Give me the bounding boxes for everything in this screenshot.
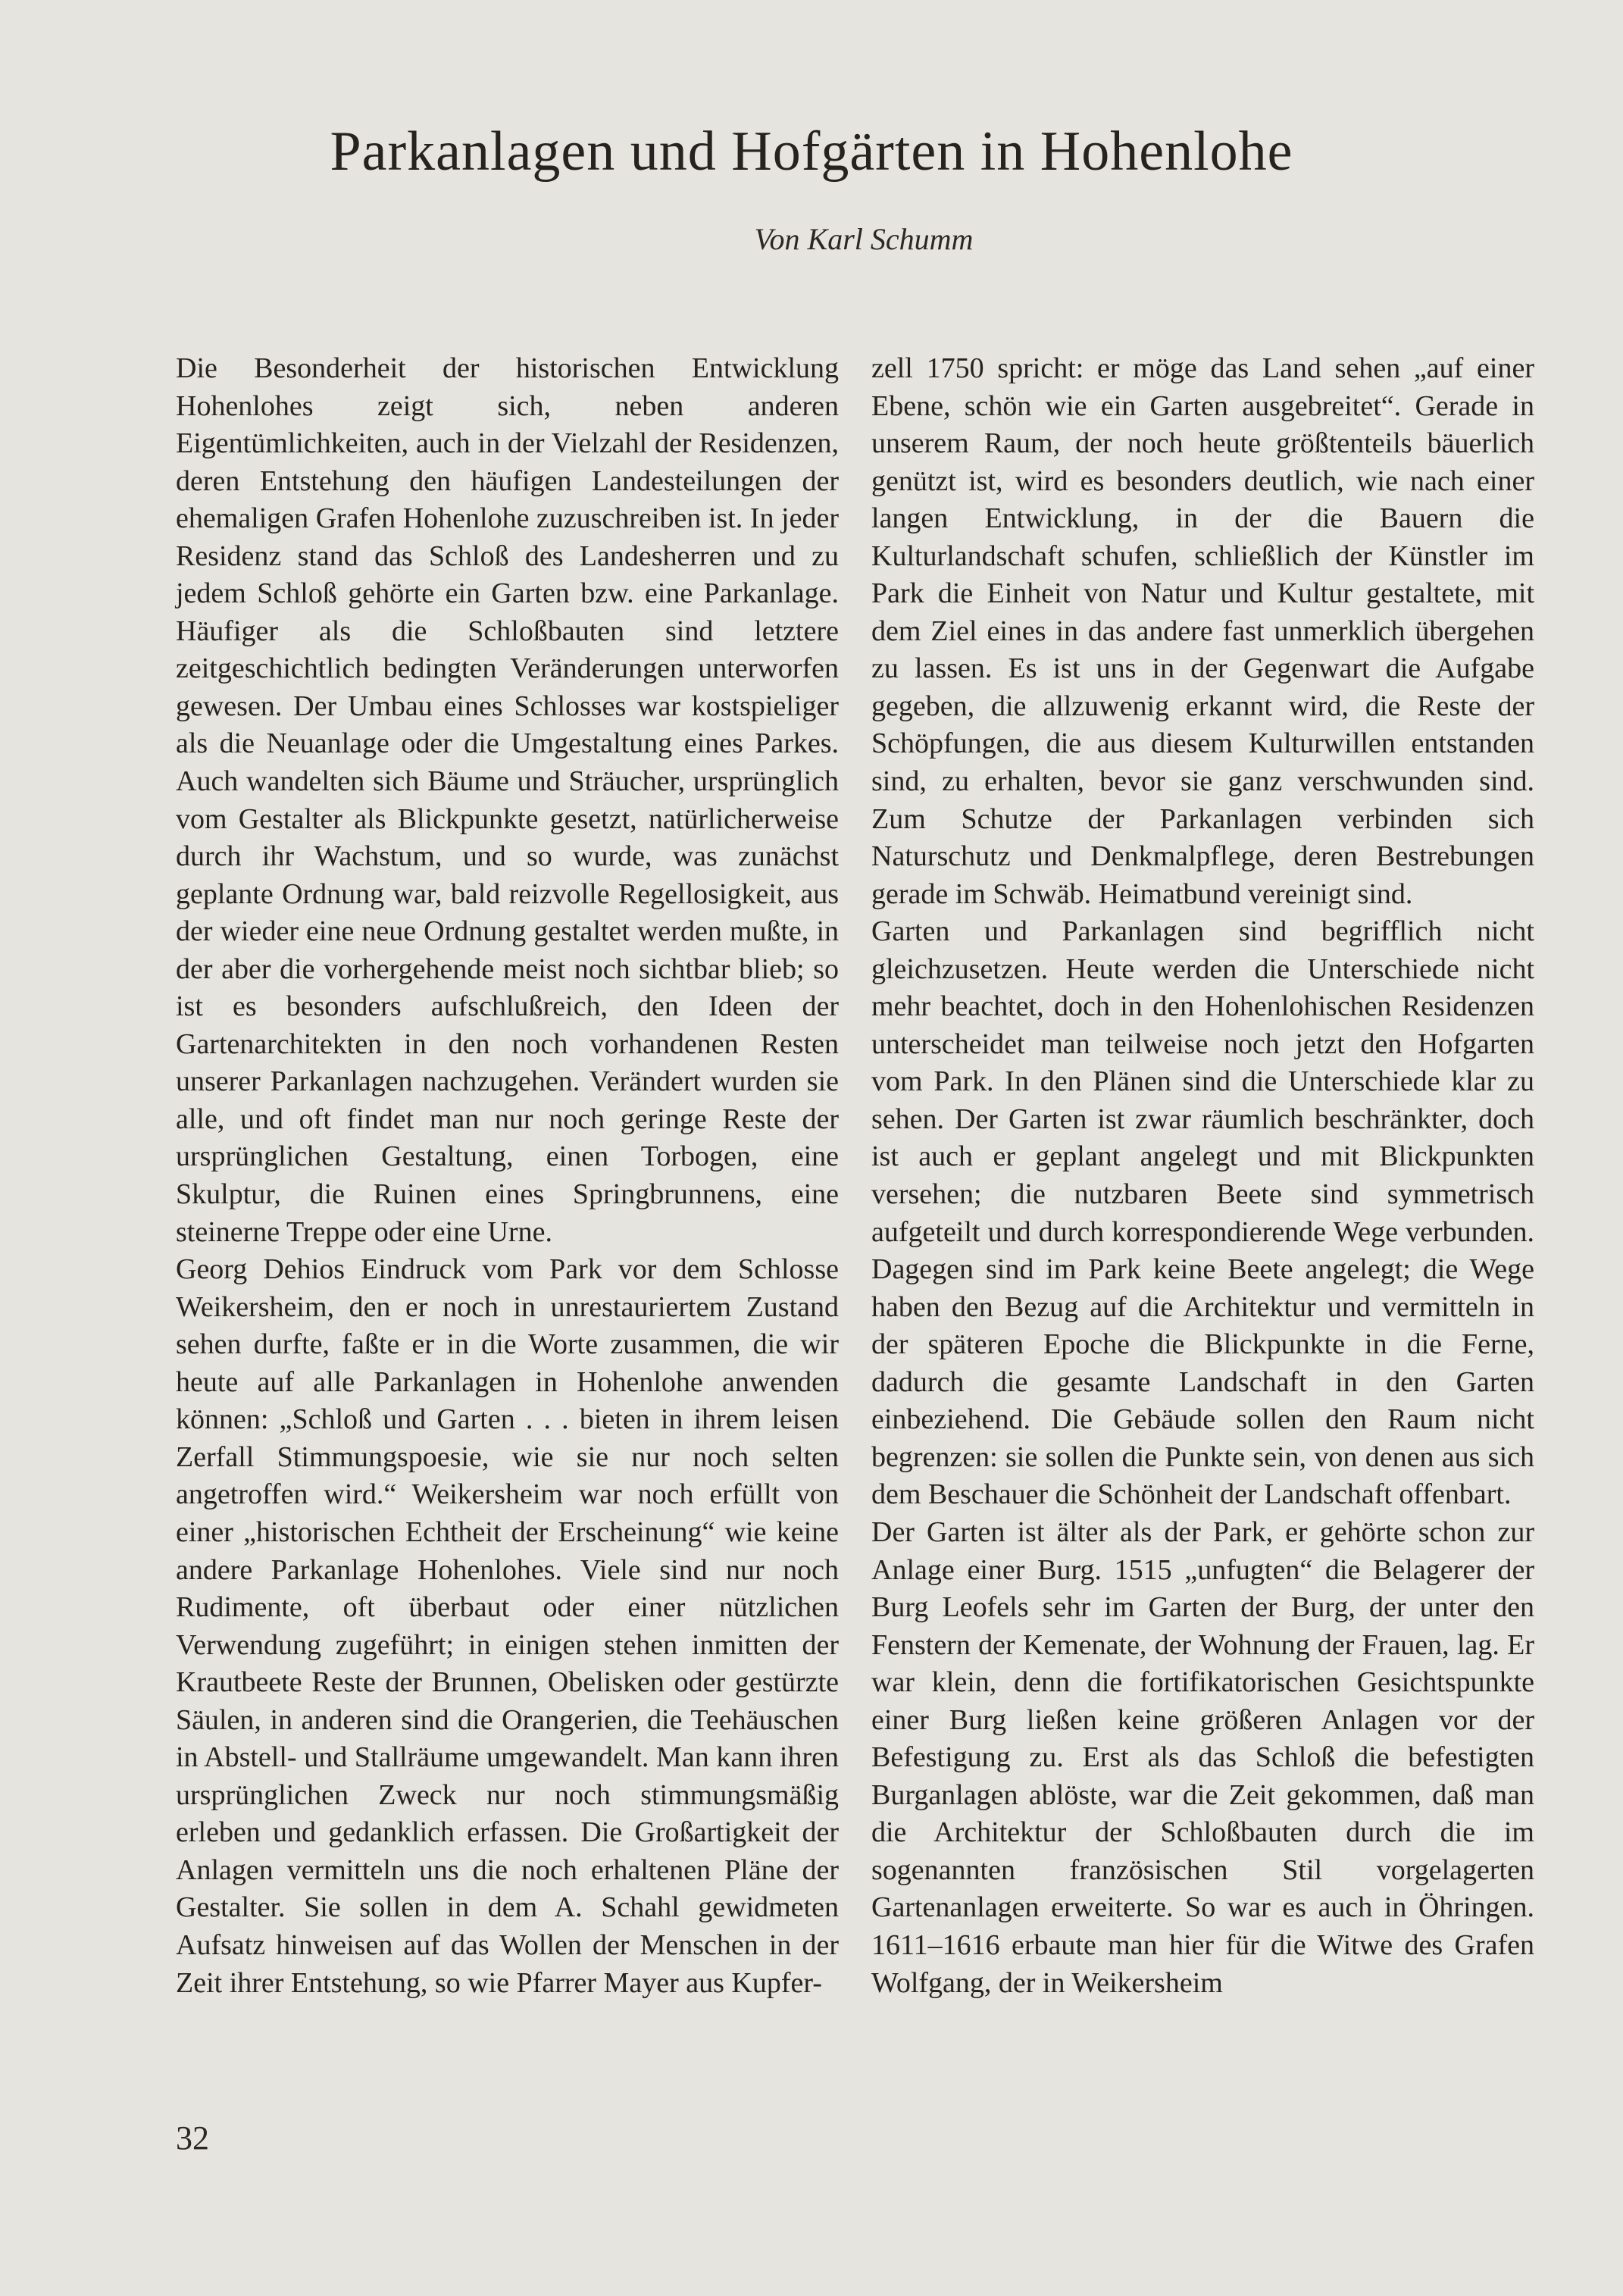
text-column-right bbox=[871, 350, 1534, 2002]
paragraph: zell 1750 spricht: er möge das Land sehen „auf einer Ebene, schön wie ein Garten ausgebreitet“. Gerade in unserem Raum, der noch heute größtenteils bäuerlich genützt ist, wird es besonders deutlich, wie nach einer langen Entwicklung, in der die Bauern die Kulturlandschaft schufen, schließlich der Künstler im Park die Einheit von Natur und Kultur gestaltete, mit dem Ziel eines in das andere fast unmerklich übergehen zu lassen. Es ist uns in der Gegenwart die Aufgabe gegeben, die allzuwenig erkannt wird, die Reste der Schöpfungen, die aus diesem Kulturwillen entstanden sind, zu erhalten, bevor sie ganz verschwunden sind. Zum Schutze der Parkanlagen verbinden sich Naturschutz und Denkmalpflege, deren Bestrebungen gerade im Schwäb. Heimatbund vereinigt sind. bbox=[871, 352, 1534, 910]
paragraph: Georg Dehios Eindruck vom Park vor dem Schlosse Weikersheim, den er noch in unrestauriertem Zustand sehen durfte, faßte er in die Worte zusammen, die wir heute auf alle Parkanlagen in Hohenlohe anwenden können: „Schloß und Garten . . . bieten in ihrem leisen Zerfall Stimmungspoesie, wie sie nur noch selten angetroffen wird.“ Weikersheim war noch erfüllt von einer „historischen Echtheit der Erscheinung“ wie keine andere Parkanlage Hohenlohes. Viele sind nur noch Rudimente, oft überbaut oder einer nützlichen Verwendung zugeführt; in einigen stehen inmitten der Krautbeete Reste der Brunnen, Obelisken oder gestürzte Säulen, in anderen sind die Orangerien, die Teehäuschen in Abstell- und Stallräume umgewandelt. Man kann ihren ursprünglichen Zweck nur noch stimmungsmäßig erleben und gedanklich erfassen. Die Großartigkeit der Anlagen vermitteln uns die noch erhaltenen Pläne der Gestalter. Sie sollen in dem A. Schahl gewidmeten Aufsatz hinweisen auf das Wollen der Menschen in der Zeit ihrer Entstehung, so wie Pfarrer Mayer aus Kupfer- bbox=[176, 1253, 839, 1999]
paragraph: Die Besonderheit der historischen Entwicklung Hohenlohes zeigt sich, neben anderen Eigentümlichkeiten, auch in der Vielzahl der Residenzen, deren Entstehung den häufigen Landesteilungen der ehemaligen Grafen Hohenlohe zuzuschreiben ist. In jeder Residenz stand das Schloß des Landesherren und zu jedem Schloß gehörte ein Garten bzw. eine Parkanlage. Häufiger als die Schloßbauten sind letztere zeitgeschichtlich bedingten Veränderungen unterworfen gewesen. Der Umbau eines Schlosses war kostspieliger als die Neuanlage oder die Umgestaltung eines Parkes. Auch wandelten sich Bäume und Sträucher, ursprünglich vom Gestalter als Blickpunkte gesetzt, natürlicherweise durch ihr Wachstum, und so wurde, was zunächst geplante Ordnung war, bald reizvolle Regellosigkeit, aus der wieder eine neue Ordnung gestaltet werden mußte, in der aber die vorhergehende meist noch sichtbar blieb; so ist es besonders aufschlußreich, den Ideen der Gartenarchitekten in den noch vorhandenen Resten unserer Parkanlagen nachzugehen. Verändert wurden sie alle, und oft findet man nur noch geringe Reste der ursprünglichen Gestaltung, einen Torbogen, eine Skulptur, die Ruinen eines Springbrunnens, eine steinerne Treppe oder eine Urne. bbox=[176, 352, 839, 1248]
text-column-left bbox=[176, 350, 839, 2002]
page-number: 32 bbox=[176, 2119, 209, 2157]
article-title: Parkanlagen und Hofgärten in Hohenlohe bbox=[330, 120, 1293, 183]
paragraph: Der Garten ist älter als der Park, er gehörte schon zur Anlage einer Burg. 1515 „unfugten“ die Belagerer der Burg Leofels sehr im Garten der Burg, der unter den Fenstern der Kemenate, der Wohnung der Frauen, lag. Er war klein, denn die fortifikatorischen Gesichtspunkte einer Burg ließen keine größeren Anlagen vor der Befestigung zu. Erst als das Schloß die befestigten Burganlagen ablöste, war die Zeit gekommen, daß man die Architektur der Schloßbauten durch die im sogenannten französischen Stil vorgelagerten Gartenanlagen erweiterte. So war es auch in Öhringen. 1611–1616 erbaute man hier für die Witwe des Grafen Wolfgang, der in Weikersheim bbox=[871, 1516, 1534, 1999]
article-author: Von Karl Schumm bbox=[754, 222, 974, 256]
paragraph: Garten und Parkanlagen sind begrifflich nicht gleichzusetzen. Heute werden die Unterschiede nicht mehr beachtet, doch in den Hohenlohischen Residenzen unterscheidet man teilweise noch jetzt den Hofgarten vom Park. In den Plänen sind die Unterschiede klar zu sehen. Der Garten ist zwar räumlich beschränkter, doch ist auch er geplant angelegt und mit Blickpunkten versehen; die nutzbaren Beete sind symmetrisch aufgeteilt und durch korrespondierende Wege verbunden. Dagegen sind im Park keine Beete angelegt; die Wege haben den Bezug auf die Architektur und vermitteln in der späteren Epoche die Blickpunkte in die Ferne, dadurch die gesamte Landschaft in den Garten einbeziehend. Die Gebäude sollen den Raum nicht begrenzen: sie sollen die Punkte sein, von denen aus sich dem Beschauer die Schönheit der Landschaft offenbart. bbox=[871, 915, 1534, 1511]
